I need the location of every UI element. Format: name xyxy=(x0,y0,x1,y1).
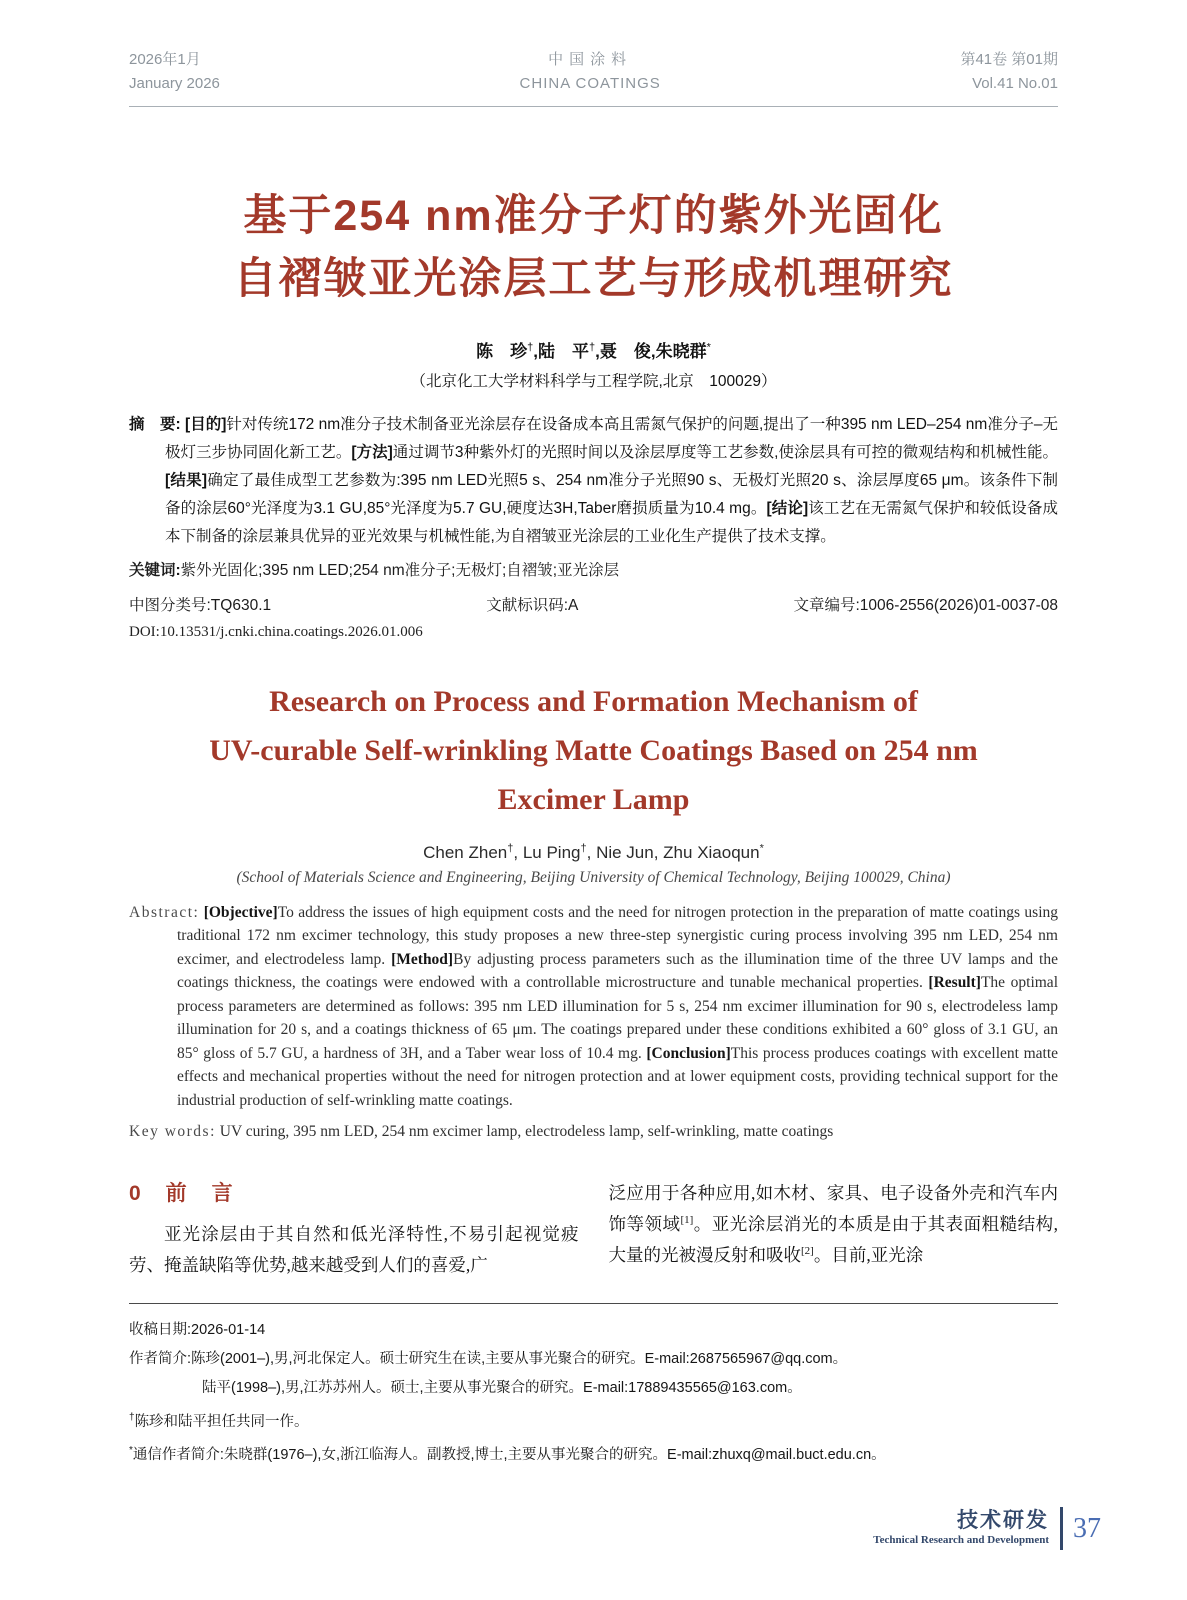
article-id: 文章编号:1006-2556(2026)01-0037-08 xyxy=(793,597,1058,614)
article-title-cn-line2: 自褶皱亚光涂层工艺与形成机理研究 xyxy=(233,255,954,303)
author-cn-2: 陆 平†, xyxy=(537,341,600,361)
author-en-4: Zhu Xiaoqun* xyxy=(663,842,764,862)
abstract-en-result-text: The optimal process parameters are determined as follows: 395 nm LED illumination for 5 s, 254 nm excimer illumination for 90 s, electrodeless lamp illumination for 20 s, and a coatings thickness of 65 μm. The coatings prepared under these conditions exhibited a 60° gloss of 3.1 GU, an 85° gloss of 5.7 GU, a hardness of 3H, and a Taber wear loss of 10.4 mg. xyxy=(177,974,1058,1062)
header-journal-name xyxy=(520,48,661,96)
footer-section-cn: 技术研发 xyxy=(957,1509,1049,1532)
footnotes xyxy=(129,1303,1058,1471)
author-bio-1: 作者简介:陈珍(2001–),男,河北保定人。硕士研究生在读,主要从事光聚合的研究。E-mail:2687565967@qq.com。 xyxy=(129,1350,848,1367)
abstract-cn-result-tag: [结果] xyxy=(165,472,208,489)
abstract-en-result-tag: [Result] xyxy=(928,974,981,992)
citation-ref-2: [2] xyxy=(801,1244,814,1257)
article-title-cn-line1: 基于254 nm准分子灯的紫外光固化 xyxy=(243,192,944,240)
issue-date-cn: 2026年1月 xyxy=(129,51,201,68)
abstract-en-objective-text: To address the issues of high equipment costs and the need for nitrogen protection in the preparation of matte coatings using traditional 172 nm excimer technology, this study proposes a new three-step synergistic curing process involving 395 nm LED, 254 nm excimer, and electrodeless lamp. xyxy=(177,903,1058,968)
intro-right-column xyxy=(609,1178,1059,1281)
abstract-cn xyxy=(129,411,1058,551)
clc-number: 中图分类号:TQ630.1 xyxy=(129,597,272,614)
article-title-en xyxy=(129,677,1058,824)
citation-ref-1: [1] xyxy=(680,1213,694,1226)
abstract-en-conclusion-tag: [Conclusion] xyxy=(646,1044,731,1062)
authors-en xyxy=(129,842,1058,863)
keywords-cn-text: 紫外光固化;395 nm LED;254 nm准分子;无极灯;自褶皱;亚光涂层 xyxy=(180,562,620,579)
author-en-3: Nie Jun, xyxy=(596,842,664,862)
section-heading-intro: 0 前 言 xyxy=(129,1181,235,1205)
abstract-cn-conclusion-tag: [结论] xyxy=(766,500,809,517)
author-cn-4: 朱晓群* xyxy=(655,341,711,361)
abstract-en-conclusion-text: This process produces coatings with excellent matte effects and mechanical properties without the need for nitrogen protection and at lower equipment costs, providing technical support for the industrial production of self-wrinkling matte coatings. xyxy=(177,1044,1059,1109)
author-cn-1: 陈 珍†, xyxy=(476,341,538,361)
doi: DOI:10.13531/j.cnki.china.coatings.2026.01.006 xyxy=(129,624,423,640)
footer-section-badge xyxy=(873,1507,1101,1550)
classification-row xyxy=(129,593,1058,615)
author-cn-3: 聂 俊, xyxy=(599,342,656,361)
abstract-en-label: Abstract: xyxy=(129,903,200,921)
journal-name-en: CHINA COATINGS xyxy=(519,75,661,92)
footer-section-en: Technical Research and Development xyxy=(873,1534,1049,1546)
author-en-1: Chen Zhen†, xyxy=(423,842,523,862)
co-first-author-note: †陈珍和陆平担任共同一作。 xyxy=(129,1411,309,1430)
article-title-en-line3: Excimer Lamp xyxy=(497,783,690,816)
article-title-en-line1: Research on Process and Formation Mechanism of xyxy=(269,685,918,718)
page-number: 37 xyxy=(1073,1512,1101,1544)
abstract-cn-method-tag: [方法] xyxy=(351,444,393,461)
keywords-en-text: UV curing, 395 nm LED, 254 nm excimer lamp, electrodeless lamp, self-wrinkling, matte coatings xyxy=(219,1123,834,1141)
footer-section-names xyxy=(873,1507,1063,1550)
intro-paragraph-right: 泛应用于各种应用,如木材、家具、电子设备外壳和汽车内饰等领域[1]。亚光涂层消光的本质是由于其表面粗糙结构,大量的光被漫反射和吸收[2]。目前,亚光涂 xyxy=(608,1182,1058,1265)
abstract-en-method-text: By adjusting process parameters such as the illumination time of the three UV lamps and the coatings thickness, the coatings were endowed with a controllable microstructure and tunable mechanical properties. xyxy=(177,950,1058,992)
corresponding-author-note: *通信作者简介:朱晓群(1976–),女,浙江临海人。副教授,博士,主要从事光聚合的研究。E-mail:zhuxq@mail.buct.edu.cn。 xyxy=(129,1445,886,1464)
keywords-en-label: Key words: xyxy=(129,1123,216,1141)
abstract-cn-objective-text: 针对传统172 nm准分子技术制备亚光涂层存在设备成本高且需氮气保护的问题,提出了一种395 nm LED–254 nm准分子–无极灯三步协同固化新工艺。 xyxy=(165,416,1059,461)
abstract-en xyxy=(129,901,1058,1113)
article-title-en-line2: UV-curable Self-wrinkling Matte Coatings Based on 254 nm xyxy=(209,734,978,767)
intro-paragraph-left: 亚光涂层由于其自然和低光泽特性,不易引起视觉疲劳、掩盖缺陷等优势,越来越受到人们的喜爱,广 xyxy=(129,1223,579,1275)
keywords-cn xyxy=(129,557,1058,585)
abstract-en-objective-tag: [Objective] xyxy=(203,903,278,921)
abstract-cn-result-text: 确定了最佳成型工艺参数为:395 nm LED光照5 s、254 nm准分子光照90 s、无极灯光照20 s、涂层厚度65 μm。该条件下制备的涂层60°光泽度为3.1 GU,85°光泽度为5.7 GU,硬度达3H,Taber磨损质量为10.4 mg。 xyxy=(165,472,1059,517)
abstract-cn-method-text: 通过调节3种紫外灯的光照时间以及涂层厚度等工艺参数,使涂层具有可控的微观结构和机械性能。 xyxy=(392,444,1058,461)
journal-name-cn: 中国涂料 xyxy=(548,51,633,68)
abstract-cn-objective-tag: [目的] xyxy=(185,416,227,433)
journal-header xyxy=(129,0,1058,107)
abstract-cn-label: 摘 要: xyxy=(129,416,181,433)
received-date: 收稿日期:2026-01-14 xyxy=(129,1321,266,1338)
abstract-en-method-tag: [Method] xyxy=(391,950,454,968)
introduction-section xyxy=(129,1178,1058,1281)
volume-issue-cn: 第41卷 第01期 xyxy=(960,51,1058,68)
intro-left-column xyxy=(129,1178,579,1281)
volume-issue-en: Vol.41 No.01 xyxy=(972,75,1058,92)
header-issue-date xyxy=(129,48,220,96)
document-code: 文献标识码:A xyxy=(486,597,579,614)
header-volume-issue xyxy=(960,48,1058,96)
affiliation-cn: （北京化工大学材料科学与工程学院,北京 100029） xyxy=(410,373,777,390)
keywords-cn-label: 关键词: xyxy=(129,562,181,579)
abstract-cn-conclusion-text: 该工艺在无需氮气保护和较低设备成本下制备的涂层兼具优异的亚光效果与机械性能,为自褶皱亚光涂层的工业化生产提供了技术支撑。 xyxy=(165,500,1058,545)
author-en-2: Lu Ping†, xyxy=(522,842,597,862)
affiliation-en: (School of Materials Science and Engineering, Beijing University of Chemical Technology, Beijing 100029, China) xyxy=(236,868,951,886)
authors-cn xyxy=(129,337,1058,362)
article-title-cn xyxy=(129,185,1058,311)
issue-date-en: January 2026 xyxy=(129,75,220,92)
keywords-en xyxy=(129,1120,1058,1144)
author-bio-2: 陆平(1998–),男,江苏苏州人。硕士,主要从事光聚合的研究。E-mail:17889435565@163.com。 xyxy=(202,1379,802,1396)
